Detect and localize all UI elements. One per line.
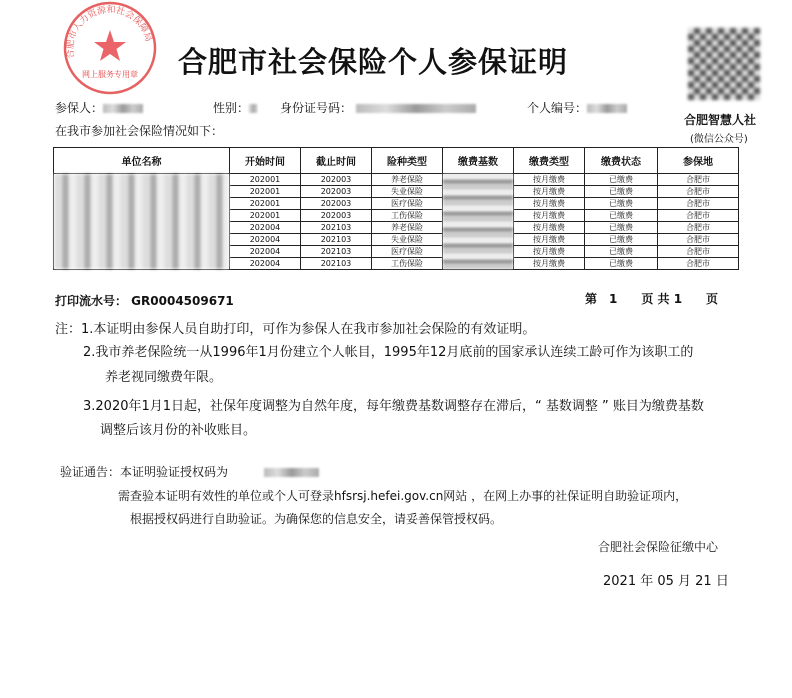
table-cell: 已缴费 — [585, 198, 658, 210]
note-2-cont: 养老视同缴费年限。 — [105, 370, 223, 385]
table-cell: 合肥市 — [658, 258, 739, 270]
table-cell: 按月缴费 — [514, 234, 585, 246]
table-cell: 按月缴费 — [514, 186, 585, 198]
table-cell: 失业保险 — [372, 234, 443, 246]
col-start: 开始时间 — [230, 148, 301, 174]
table-cell: 202003 — [301, 174, 372, 186]
table-cell: 医疗保险 — [372, 246, 443, 258]
table-cell: 202001 — [230, 210, 301, 222]
table-cell: 按月缴费 — [514, 222, 585, 234]
verify-line-1: 验证通告：本证明验证授权码为 — [60, 463, 319, 480]
svg-text:网上服务专用章: 网上服务专用章 — [82, 70, 138, 79]
table-cell: 202103 — [301, 222, 372, 234]
table-cell: 202103 — [301, 246, 372, 258]
table-cell: 已缴费 — [585, 186, 658, 198]
col-pay-type: 缴费类型 — [514, 148, 585, 174]
page-title: 合肥市社会保险个人参保证明 — [178, 45, 569, 79]
table-cell: 已缴费 — [585, 222, 658, 234]
wechat-sub: (微信公众号) — [690, 134, 748, 145]
svg-text:合肥市人力资源和社会保障局: 合肥市人力资源和社会保障局 — [65, 5, 154, 59]
col-status: 缴费状态 — [585, 148, 658, 174]
table-cell: 合肥市 — [658, 198, 739, 210]
table-cell: 按月缴费 — [514, 246, 585, 258]
note-3: 3.2020年1月1日起，社保年度调整为自然年度，每年缴费基数调整存在滞后，“ 基数调整 ” 账目为缴费基数 — [83, 399, 704, 414]
insurance-table — [53, 147, 739, 270]
table-row — [54, 174, 739, 186]
serial-number: 打印流水号： GR0004509671 — [55, 294, 234, 308]
table-header — [54, 148, 739, 174]
page-indicator: 第 1 页 共 1 页 — [585, 292, 719, 306]
table-cell: 按月缴费 — [514, 210, 585, 222]
table-cell: 养老保险 — [372, 222, 443, 234]
col-end: 截止时间 — [301, 148, 372, 174]
table-cell: 202103 — [301, 234, 372, 246]
table-cell: 合肥市 — [658, 186, 739, 198]
table-cell: 按月缴费 — [514, 198, 585, 210]
wechat-name: 合肥智慧人社 — [684, 113, 757, 127]
table-cell: 合肥市 — [658, 234, 739, 246]
id-label: 身份证号码： — [280, 99, 476, 116]
table-cell: 工伤保险 — [372, 210, 443, 222]
table-cell: 202004 — [230, 234, 301, 246]
table-cell: 202001 — [230, 198, 301, 210]
unit-name-cell — [54, 174, 230, 270]
table-cell: 工伤保险 — [372, 258, 443, 270]
issuer: 合肥社会保险征缴中心 — [598, 540, 719, 554]
table-cell: 已缴费 — [585, 210, 658, 222]
qr-code — [688, 28, 760, 100]
table-cell: 合肥市 — [658, 222, 739, 234]
table-cell: 202001 — [230, 174, 301, 186]
table-cell: 医疗保险 — [372, 198, 443, 210]
table-cell: 202003 — [301, 186, 372, 198]
person-no-label: 个人编号： — [527, 99, 627, 116]
table-cell: 202003 — [301, 210, 372, 222]
note-1: 注：1.本证明由参保人员自助打印，可作为参保人在我市参加社会保险的有效证明。 — [55, 322, 536, 337]
star-icon — [94, 30, 126, 61]
insured-label: 参保人： — [55, 99, 143, 116]
official-stamp — [62, 0, 158, 96]
col-type: 险种类型 — [372, 148, 443, 174]
table-cell: 失业保险 — [372, 186, 443, 198]
note-2: 2.我市养老保险统一从1996年1月份建立个人帐目，1995年12月底前的国家承认连续工龄可作为该职工的 — [83, 345, 694, 360]
table-cell: 已缴费 — [585, 174, 658, 186]
note-3-cont: 调整后该月份的补收账目。 — [100, 423, 257, 438]
table-cell: 养老保险 — [372, 174, 443, 186]
base-cell — [443, 174, 514, 270]
table-cell: 202004 — [230, 222, 301, 234]
table-cell: 合肥市 — [658, 210, 739, 222]
issue-date: 2021 年 05 月 21 日 — [603, 574, 729, 589]
col-place: 参保地 — [658, 148, 739, 174]
table-cell: 202001 — [230, 186, 301, 198]
table-cell: 合肥市 — [658, 174, 739, 186]
verify-line-2: 需查验本证明有效性的单位或个人可登录hfsrsj.hefei.gov.cn网站 ，在网上办事的社保证明自助验证项内， — [118, 489, 688, 503]
table-cell: 合肥市 — [658, 246, 739, 258]
verify-line-3: 根据授权码进行自助验证。为确保您的信息安全，请妥善保管授权码。 — [130, 512, 503, 526]
table-cell: 已缴费 — [585, 234, 658, 246]
gender-label: 性别： — [213, 99, 257, 116]
col-unit: 单位名称 — [54, 148, 230, 174]
table-cell: 按月缴费 — [514, 174, 585, 186]
intro-text: 在我市参加社会保险情况如下： — [55, 124, 224, 138]
table-cell: 202003 — [301, 198, 372, 210]
table-cell: 202004 — [230, 246, 301, 258]
table-cell: 202004 — [230, 258, 301, 270]
table-cell: 按月缴费 — [514, 258, 585, 270]
table-cell: 已缴费 — [585, 258, 658, 270]
table-cell: 已缴费 — [585, 246, 658, 258]
table-cell: 202103 — [301, 258, 372, 270]
col-base: 缴费基数 — [443, 148, 514, 174]
